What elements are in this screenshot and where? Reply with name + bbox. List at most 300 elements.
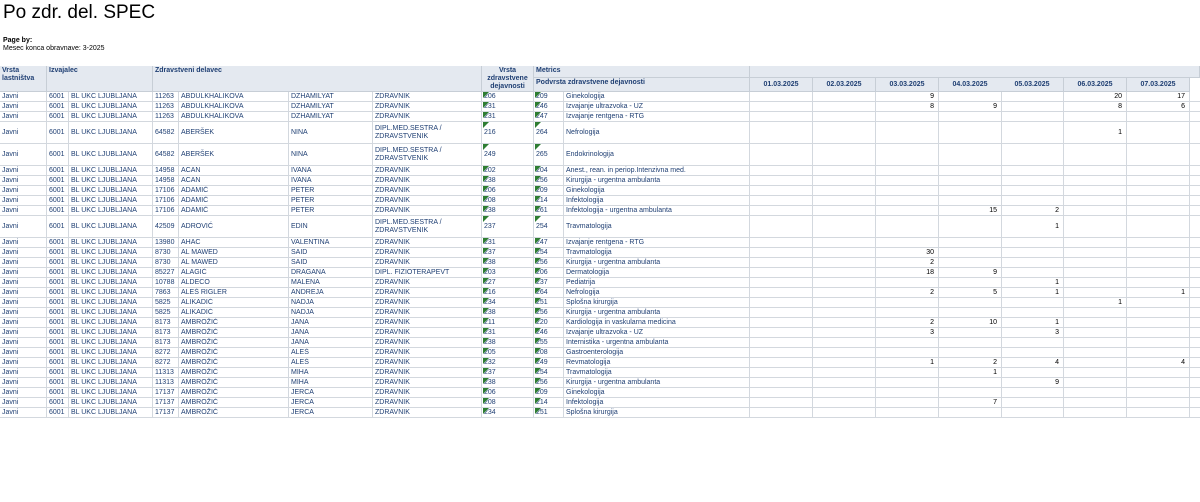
cell-delavec-role [373,238,482,247]
table-row [0,216,1200,238]
link-indicator-icon [483,216,489,222]
cell-izvajalec-code [47,268,69,277]
cell-value [1064,368,1127,377]
cell-vrsta-dejavnosti-text: 216 [484,128,496,136]
cell-vrsta-text: Javni [2,278,19,286]
cell-podvrsta-name [564,378,750,387]
cell-izvajalec-code-text: 6001 [49,196,65,204]
cell-delavec-surname-text: AMBROŽIČ [181,338,218,346]
cell-izvajalec-name [69,388,153,397]
cell-delavec-role-text: ZDRAVNIK [375,398,410,406]
cell-vrsta [0,92,47,101]
cell-value [1127,196,1190,205]
cell-value [1064,112,1127,121]
cell-podvrsta-name-text: Anest., rean. in periop.Intenzivna med. [566,166,686,174]
cell-delavec-surname [179,298,289,307]
cell-izvajalec-code [47,278,69,287]
cell-delavec-surname-text: ABERŠEK [181,150,215,158]
cell-izvajalec-code [47,102,69,111]
report-title: Po zdr. del. SPEC [3,2,156,23]
cell-delavec-id [153,238,179,247]
cell-value [750,338,813,347]
cell-delavec-id-text: 17106 [155,196,175,204]
date-header[interactable]: 05.03.2025 [1001,78,1064,92]
cell-izvajalec-name-text: BL UKC LJUBLJANA [71,238,137,246]
cell-izvajalec-name-text: BL UKC LJUBLJANA [71,348,137,356]
cell-izvajalec-code [47,388,69,397]
cell-value [750,358,813,367]
cell-podvrsta-code [534,102,564,111]
cell-podvrsta-code [534,288,564,297]
cell-delavec-role-text: ZDRAVNIK [375,258,410,266]
cell-podvrsta-name [564,238,750,247]
cell-delavec-name-text: ALEŠ [291,348,309,356]
cell-delavec-id [153,102,179,111]
cell-value [750,278,813,287]
cell-podvrsta-code [534,388,564,397]
header-izvajalec[interactable]: Izvajalec [47,66,153,92]
cell-vrsta-dejavnosti [482,166,534,175]
cell-value [876,338,939,347]
cell-delavec-surname-text: ABERŠEK [181,128,215,136]
cell-izvajalec-code-text: 6001 [49,298,65,306]
cell-delavec-id-text: 17137 [155,398,175,406]
cell-value [813,196,876,205]
header-vrsta-dejavnosti[interactable]: Vrsta zdravstvene dejavnosti [482,66,534,92]
cell-izvajalec-name [69,206,153,215]
link-indicator-icon [483,196,489,202]
cell-delavec-name [289,258,373,267]
cell-value [939,92,1002,101]
cell-izvajalec-name [69,102,153,111]
cell-vrsta-text: Javni [2,248,19,256]
cell-izvajalec-code [47,318,69,327]
cell-delavec-surname [179,278,289,287]
cell-delavec-id-text: 11313 [155,378,174,386]
cell-delavec-name-text: ANDREJA [291,288,324,296]
cell-value: 2 [1001,206,1064,215]
link-indicator-icon [483,288,489,294]
cell-podvrsta-name-text: Ginekologija [566,388,605,396]
cell-value [876,378,939,387]
cell-value [813,216,876,237]
cell-value [876,206,939,215]
cell-value [876,166,939,175]
cell-vrsta-dejavnosti [482,206,534,215]
table-row [0,258,1200,268]
link-indicator-icon [535,112,541,118]
cell-delavec-surname [179,348,289,357]
cell-delavec-name-text: PETER [291,206,315,214]
cell-vrsta-dejavnosti [482,268,534,277]
cell-delavec-name-text: IVANA [291,166,312,174]
cell-podvrsta-code-text: 214 [536,398,548,406]
cell-delavec-name-text: PETER [291,196,315,204]
cell-podvrsta-code-text: 256 [536,258,548,266]
cell-delavec-name-text: VALENTINA [291,238,330,246]
cell-delavec-id-text: 5825 [155,308,171,316]
link-indicator-icon [535,328,541,334]
cell-value [1064,328,1127,337]
cell-izvajalec-code-text: 6001 [49,308,65,316]
cell-value [1127,144,1190,165]
cell-izvajalec-code [47,166,69,175]
cell-delavec-role [373,144,482,165]
cell-delavec-id-text: 8730 [155,258,171,266]
cell-value [876,112,939,121]
cell-value [939,238,1002,247]
cell-vrsta [0,144,47,165]
cell-vrsta-dejavnosti-text: 238 [484,338,496,346]
cell-value [750,166,813,175]
cell-value [750,258,813,267]
cell-value: 9 [939,102,1002,111]
link-indicator-icon [535,388,541,394]
cell-delavec-name [289,318,373,327]
cell-vrsta-text: Javni [2,358,19,366]
cell-value: 1 [1001,278,1064,287]
cell-vrsta [0,206,47,215]
cell-value [813,176,876,185]
cell-podvrsta-code [534,328,564,337]
cell-value [1001,144,1064,165]
link-indicator-icon [483,318,489,324]
cell-value [1001,112,1064,121]
cell-delavec-surname-text: AMBROŽIČ [181,318,218,326]
cell-podvrsta-name-text: Izvajanje rentgena - RTG [566,112,645,120]
cell-value: 1 [1127,288,1190,297]
cell-delavec-surname [179,238,289,247]
cell-delavec-id [153,308,179,317]
cell-delavec-surname-text: AMBROŽIČ [181,358,218,366]
cell-delavec-surname-text: AMBROŽIČ [181,408,218,416]
cell-delavec-role [373,176,482,185]
cell-vrsta-text: Javni [2,166,19,174]
link-indicator-icon [535,196,541,202]
cell-izvajalec-name-text: BL UKC LJUBLJANA [71,378,137,386]
cell-podvrsta-code-text: 209 [536,186,548,194]
cell-delavec-surname [179,206,289,215]
cell-value [1127,248,1190,257]
cell-vrsta-dejavnosti-text: 206 [484,388,496,396]
cell-value [1064,398,1127,407]
link-indicator-icon [483,238,489,244]
cell-podvrsta-code-text: 237 [536,278,548,286]
cell-delavec-id [153,408,179,417]
cell-vrsta [0,298,47,307]
cell-delavec-surname-text: AMBROŽIČ [181,368,218,376]
cell-delavec-name [289,358,373,367]
cell-podvrsta-code-text: 214 [536,196,548,204]
cell-value [939,196,1002,205]
cell-podvrsta-code-text: 254 [536,248,548,256]
cell-delavec-surname-text: ACAN [181,166,201,174]
cell-value [813,144,876,165]
cell-delavec-surname [179,358,289,367]
link-indicator-icon [483,206,489,212]
table-row [0,398,1200,408]
cell-vrsta-dejavnosti [482,176,534,185]
cell-izvajalec-name [69,378,153,387]
cell-delavec-id-text: 11313 [155,368,174,376]
cell-value: 4 [1127,358,1190,367]
cell-izvajalec-code [47,238,69,247]
cell-value [1127,348,1190,357]
cell-vrsta-text: Javni [2,150,19,158]
cell-value [813,348,876,357]
cell-value [939,278,1002,287]
cell-delavec-surname-text: AHAC [181,238,201,246]
cell-delavec-id-text: 17137 [155,388,175,396]
cell-izvajalec-code-text: 6001 [49,398,65,406]
cell-delavec-id-text: 14958 [155,166,175,174]
table-row [0,166,1200,176]
cell-value [939,186,1002,195]
cell-delavec-surname-text: ALEŠ RIGLER [181,288,227,296]
cell-value: 15 [939,206,1002,215]
cell-delavec-name [289,122,373,143]
cell-value [1001,238,1064,247]
cell-podvrsta-name-text: Splošna kirurgija [566,298,618,306]
cell-value [1001,298,1064,307]
cell-delavec-surname [179,102,289,111]
cell-vrsta-dejavnosti-text: 234 [484,298,496,306]
cell-vrsta [0,358,47,367]
cell-izvajalec-code [47,216,69,237]
date-header[interactable]: 04.03.2025 [939,78,1002,92]
cell-value [813,186,876,195]
cell-delavec-id [153,186,179,195]
cell-vrsta [0,102,47,111]
cell-vrsta-text: Javni [2,186,19,194]
cell-vrsta-text: Javni [2,388,19,396]
cell-delavec-name [289,238,373,247]
cell-izvajalec-name [69,338,153,347]
cell-izvajalec-code [47,206,69,215]
link-indicator-icon [483,112,489,118]
cell-value [1001,166,1064,175]
cell-value: 7 [939,398,1002,407]
cell-delavec-surname [179,398,289,407]
cell-izvajalec-code-text: 6001 [49,328,65,336]
cell-value [1001,196,1064,205]
table-row [0,288,1200,298]
cell-vrsta-text: Javni [2,176,19,184]
cell-izvajalec-name [69,318,153,327]
cell-delavec-role-text: ZDRAVNIK [375,248,410,256]
cell-delavec-role-text: DIPL.MED.SESTRA / ZDRAVSTVENIK [375,146,442,162]
header-metrics[interactable]: Metrics [534,66,750,78]
cell-value: 10 [939,318,1002,327]
cell-vrsta [0,388,47,397]
cell-delavec-name [289,278,373,287]
header-zdravstveni-delavec[interactable]: Zdravstveni delavec [153,66,482,92]
cell-value [813,298,876,307]
cell-delavec-surname [179,338,289,347]
cell-podvrsta-name-text: Endokrinologija [566,150,614,158]
cell-value [876,122,939,143]
cell-delavec-name [289,92,373,101]
cell-izvajalec-code-text: 6001 [49,368,65,376]
cell-podvrsta-name [564,144,750,165]
cell-value [1064,278,1127,287]
cell-value [1127,298,1190,307]
link-indicator-icon [483,144,489,150]
cell-value [1064,318,1127,327]
table-row [0,144,1200,166]
cell-vrsta-text: Javni [2,222,19,230]
cell-izvajalec-name [69,258,153,267]
cell-delavec-role [373,216,482,237]
date-header[interactable]: 02.03.2025 [813,78,876,92]
page-filter[interactable]: Mesec konca obravnave: 3-2025 [3,45,105,52]
cell-delavec-surname-text: ACAN [181,176,201,184]
cell-podvrsta-name [564,388,750,397]
cell-value [876,398,939,407]
cell-value [1127,398,1190,407]
cell-delavec-surname-text: AMBROŽIČ [181,328,218,336]
date-header[interactable]: 03.03.2025 [876,78,939,92]
cell-value [1064,238,1127,247]
cell-value [939,348,1002,357]
table-row [0,92,1200,102]
cell-delavec-surname-text: ADAMIČ [181,196,209,204]
header-vrsta-lastnistva[interactable]: Vrsta lastništva [0,66,47,92]
link-indicator-icon [483,378,489,384]
cell-value [876,216,939,237]
cell-vrsta [0,166,47,175]
cell-delavec-id [153,338,179,347]
cell-value [1001,186,1064,195]
cell-delavec-name-text: SAID [291,258,308,266]
cell-podvrsta-code-text: 256 [536,378,548,386]
cell-delavec-role [373,308,482,317]
data-grid [0,66,1200,502]
cell-delavec-id [153,378,179,387]
cell-value [1064,378,1127,387]
cell-vrsta-text: Javni [2,348,19,356]
cell-vrsta [0,248,47,257]
cell-podvrsta-code-text: 264 [536,288,548,296]
table-row [0,176,1200,186]
cell-value [876,308,939,317]
cell-izvajalec-name-text: BL UKC LJUBLJANA [71,388,137,396]
cell-izvajalec-code [47,348,69,357]
link-indicator-icon [535,258,541,264]
link-indicator-icon [535,268,541,274]
cell-delavec-role-text: DIPL. FIZIOTERAPEVT [375,268,450,276]
cell-delavec-role [373,196,482,205]
cell-podvrsta-name [564,122,750,143]
link-indicator-icon [535,216,541,222]
cell-delavec-surname-text: ALDECO [181,278,210,286]
cell-value [1127,216,1190,237]
cell-delavec-name [289,408,373,417]
cell-delavec-surname [179,92,289,101]
cell-izvajalec-code [47,196,69,205]
link-indicator-icon [535,338,541,344]
cell-izvajalec-name-text: BL UKC LJUBLJANA [71,338,137,346]
cell-podvrsta-name-text: Infektologija [566,196,604,204]
cell-izvajalec-code [47,328,69,337]
cell-delavec-surname-text: AL MAWED [181,248,218,256]
cell-vrsta-text: Javni [2,378,19,386]
cell-delavec-role-text: ZDRAVNIK [375,348,410,356]
header-podvrsta[interactable]: Podvrsta zdravstvene dejavnosti [534,78,750,92]
cell-value [876,348,939,357]
cell-izvajalec-code-text: 6001 [49,176,65,184]
cell-vrsta-dejavnosti-text: 208 [484,398,496,406]
cell-izvajalec-name [69,278,153,287]
cell-delavec-name [289,268,373,277]
cell-delavec-role-text: ZDRAVNIK [375,358,410,366]
link-indicator-icon [483,102,489,108]
cell-izvajalec-code-text: 6001 [49,150,65,158]
cell-delavec-name [289,176,373,185]
link-indicator-icon [535,368,541,374]
cell-podvrsta-name-text: Izvajanje ultrazvoka - UZ [566,328,644,336]
cell-value [1001,102,1064,111]
cell-value [813,112,876,121]
cell-value: 3 [1001,328,1064,337]
cell-delavec-name [289,338,373,347]
date-header[interactable]: 07.03.2025 [1127,78,1190,92]
cell-delavec-id [153,388,179,397]
cell-podvrsta-code-text: 249 [536,358,548,366]
cell-podvrsta-name [564,176,750,185]
cell-izvajalec-name [69,166,153,175]
cell-value [876,196,939,205]
cell-podvrsta-name [564,358,750,367]
cell-vrsta-dejavnosti [482,358,534,367]
cell-izvajalec-name [69,238,153,247]
cell-value [1001,122,1064,143]
cell-vrsta [0,398,47,407]
cell-podvrsta-code [534,318,564,327]
cell-vrsta-dejavnosti-text: 237 [484,248,496,256]
link-indicator-icon [535,398,541,404]
cell-delavec-name-text: DZHAMILYAT [291,92,334,100]
cell-value: 1 [939,368,1002,377]
table-row [0,318,1200,328]
cell-vrsta-dejavnosti-text: 206 [484,92,496,100]
cell-izvajalec-name [69,288,153,297]
cell-delavec-name [289,166,373,175]
cell-delavec-id [153,348,179,357]
cell-delavec-id-text: 13980 [155,238,175,246]
cell-izvajalec-name [69,196,153,205]
cell-delavec-id [153,92,179,101]
cell-value [876,278,939,287]
cell-delavec-id-text: 8272 [155,348,171,356]
cell-izvajalec-code [47,368,69,377]
link-indicator-icon [483,358,489,364]
cell-izvajalec-code-text: 6001 [49,128,65,136]
date-header[interactable]: 01.03.2025 [750,78,813,92]
cell-value [876,388,939,397]
cell-podvrsta-name [564,112,750,121]
cell-delavec-name [289,378,373,387]
cell-vrsta-dejavnosti-text: 202 [484,166,496,174]
cell-value [1127,176,1190,185]
cell-delavec-surname-text: ABDULKHALIKOVA [181,102,244,110]
date-header[interactable]: 06.03.2025 [1064,78,1127,92]
cell-vrsta-dejavnosti-text: 238 [484,378,496,386]
cell-podvrsta-code-text: 254 [536,368,548,376]
cell-value [813,318,876,327]
cell-izvajalec-name [69,112,153,121]
cell-delavec-name-text: IVANA [291,176,312,184]
